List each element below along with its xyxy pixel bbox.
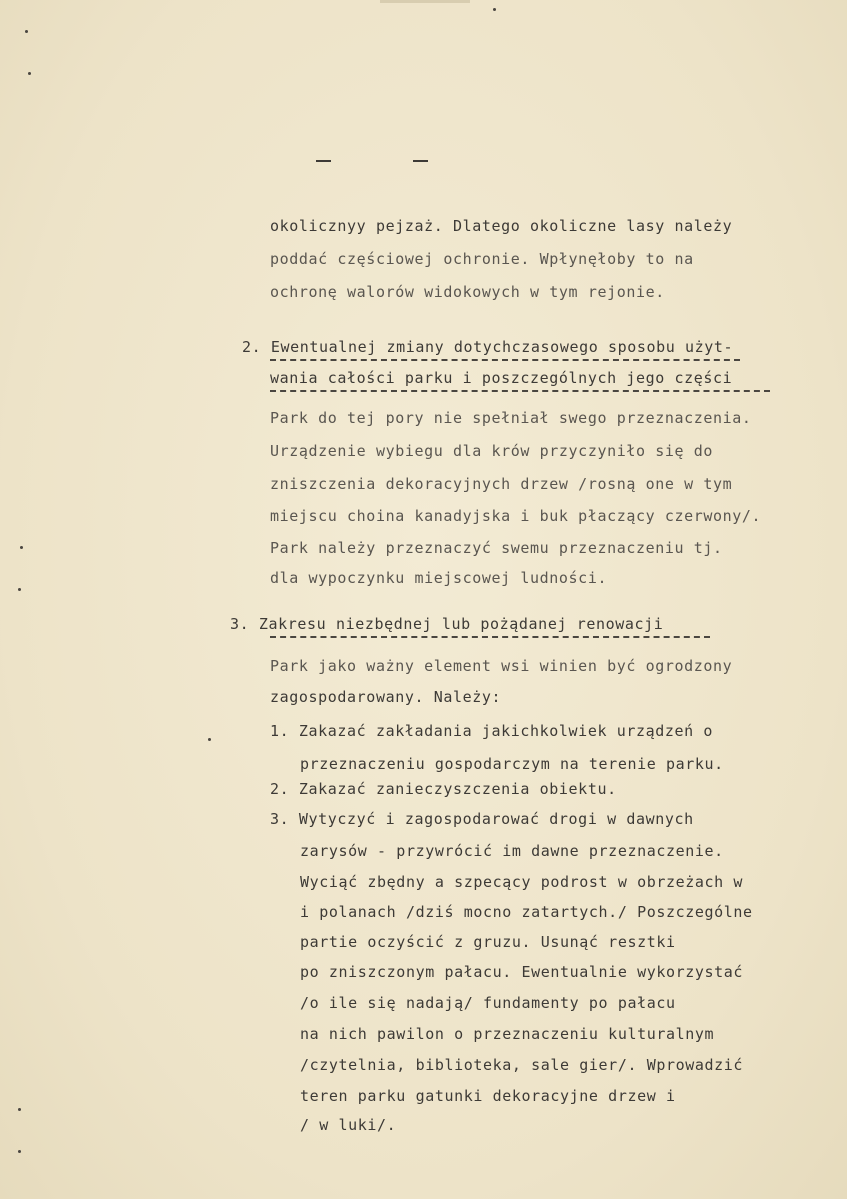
list-item-cont: na nich pawilon o przeznaczeniu kulturalnym: [300, 1025, 715, 1043]
section-2-heading: 2. Ewentualnej zmiany dotychczasowego sposobu użyt-: [242, 338, 734, 356]
list-item-cont: teren parku gatunki dekoracyjne drzew i: [300, 1087, 676, 1105]
section-2-underline: [270, 359, 740, 361]
list-item: 3. Wytyczyć i zagospodarować drogi w dawnych: [270, 810, 694, 828]
section-3-underline: [270, 636, 710, 638]
list-item: 1. Zakazać zakładania jakichkolwiek urządzeń o: [270, 722, 714, 740]
list-item-cont: / w luki/.: [300, 1116, 397, 1134]
text-line: Urządzenie wybiegu dla krów przyczyniło się do: [270, 442, 714, 460]
text-line: Park jako ważny element wsi winien być ogrodzony: [270, 657, 733, 675]
list-item-cont: zarysów - przywrócić im dawne przeznaczenie.: [300, 842, 724, 860]
section-2-underline: [270, 390, 770, 392]
list-item-cont: przeznaczeniu gospodarczym na terenie parku.: [300, 755, 724, 773]
margin-speck: [18, 1108, 21, 1111]
list-item-cont: i polanach /dziś mocno zatartych./ Poszczególne: [300, 903, 753, 921]
text-line: Park do tej pory nie spełniał swego przeznaczenia.: [270, 409, 752, 427]
margin-speck: [25, 30, 28, 33]
header-dash-left: [316, 160, 331, 162]
header-dash-right: [413, 160, 428, 162]
section-2-heading-cont: wania całości parku i poszczególnych jego części: [270, 369, 733, 387]
text-line: miejscu choina kanadyjska i buk płaczący czerwony/.: [270, 507, 762, 525]
text-line: Park należy przeznaczyć swemu przeznaczeniu tj.: [270, 539, 723, 557]
text-line: dla wypoczynku miejscowej ludności.: [270, 569, 608, 587]
list-item-cont: partie oczyścić z gruzu. Usunąć resztki: [300, 933, 676, 951]
text-line: zniszczenia dekoracyjnych drzew /rosną one w tym: [270, 475, 733, 493]
text-line: poddać częściowej ochronie. Wpłynęłoby to na: [270, 250, 694, 268]
margin-speck: [20, 546, 23, 549]
list-item-cont: Wyciąć zbędny a szpecący podrost w obrzeżach w: [300, 873, 744, 891]
margin-speck: [208, 738, 211, 741]
text-line: zagospodarowany. Należy:: [270, 688, 502, 706]
margin-speck: [28, 72, 31, 75]
margin-speck: [18, 1150, 21, 1153]
list-item-cont: po zniszczonym pałacu. Ewentualnie wykorzystać: [300, 963, 744, 981]
section-3-heading: 3. Zakresu niezbędnej lub pożądanej renowacji: [230, 615, 664, 633]
margin-speck: [18, 588, 21, 591]
text-line: ochronę walorów widokowych w tym rejonie.: [270, 283, 665, 301]
list-item-cont: /czytelnia, biblioteka, sale gier/. Wprowadzić: [300, 1056, 744, 1074]
margin-speck: [493, 8, 496, 11]
list-item-cont: /o ile się nadają/ fundamenty po pałacu: [300, 994, 676, 1012]
list-item: 2. Zakazać zanieczyszczenia obiektu.: [270, 780, 617, 798]
text-line: okolicznyy pejzaż. Dlatego okoliczne lasy należy: [270, 217, 733, 235]
scan-edge-mark: [380, 0, 470, 3]
